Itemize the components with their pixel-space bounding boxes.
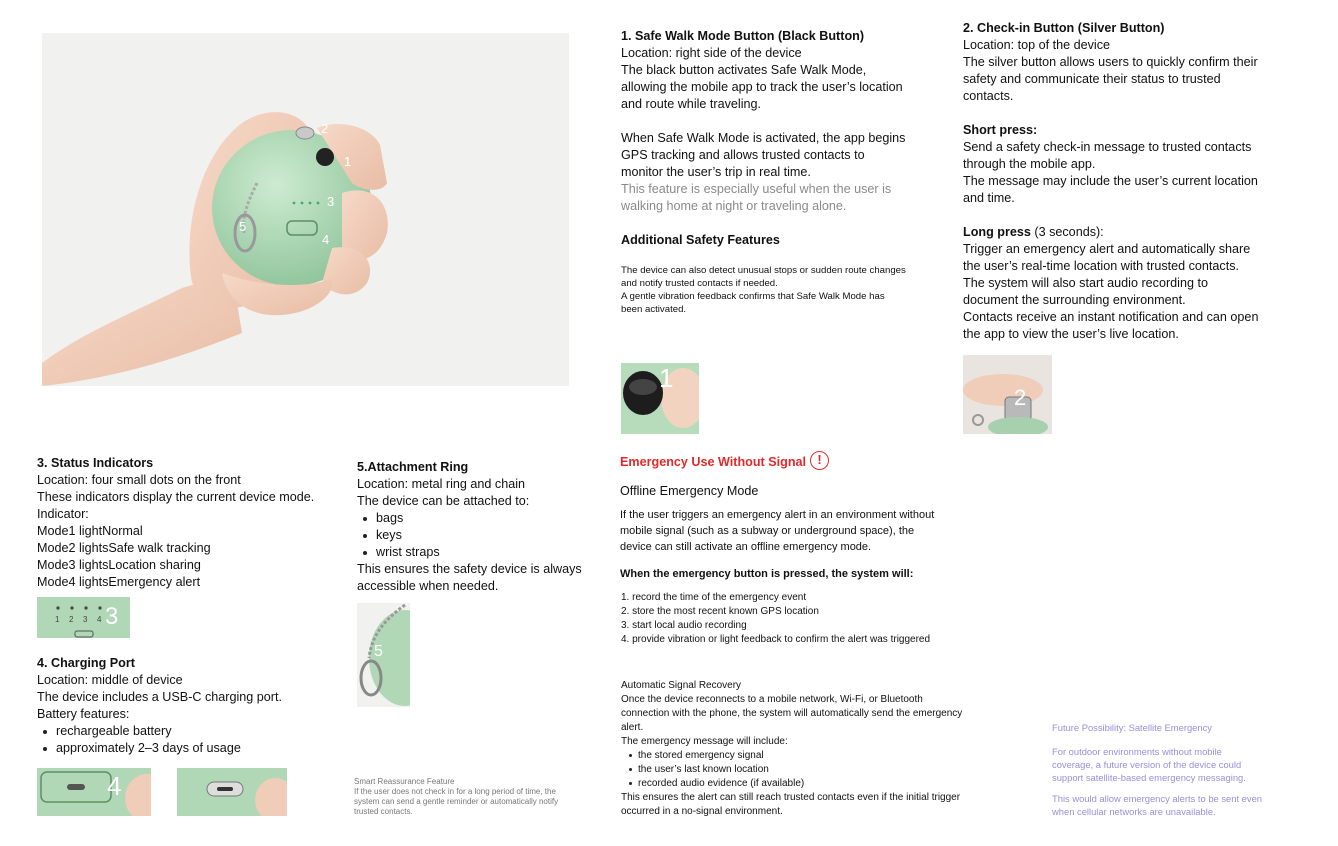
recovery-line: alert. xyxy=(621,722,644,733)
safe-walk-section xyxy=(621,28,905,215)
signal-recovery-section xyxy=(621,679,962,819)
safe-walk-gray-line: walking home at night or traveling alone. xyxy=(621,199,847,213)
status-line: Indicator: xyxy=(37,507,89,521)
list-item: wrist straps xyxy=(357,544,582,561)
additional-feature-line: been activated. xyxy=(621,304,687,315)
hero-label-4: 4 xyxy=(322,232,330,247)
status-section xyxy=(37,455,314,591)
usb-c-port-thumbnail xyxy=(177,768,287,816)
reassurance-line: system can send a gentle reminder or automatically notify xyxy=(354,797,559,806)
ring-line: This ensures the safety device is always xyxy=(357,562,582,576)
thumb-number-4: 4 xyxy=(107,771,122,801)
short-press-line: The message may include the user’s current location xyxy=(963,174,1258,188)
charging-title: 4. Charging Port xyxy=(37,656,135,670)
dot-label-2: 2 xyxy=(69,615,74,624)
ring-photo xyxy=(357,603,410,707)
safe-walk-line: The black button activates Safe Walk Mode, xyxy=(621,63,867,77)
reassurance-title: Smart Reassurance Feature xyxy=(354,777,455,786)
safe-walk-title: 1. Safe Walk Mode Button (Black Button) xyxy=(621,29,865,43)
list-item: 2. store the most recent known GPS location xyxy=(621,606,819,617)
status-dots-thumbnail xyxy=(37,597,130,638)
list-item: 3. start local audio recording xyxy=(621,620,747,631)
safe-walk-line: and route while traveling. xyxy=(621,97,762,111)
hero-label-1: 1 xyxy=(344,154,352,169)
list-item: 4. provide vibration or light feedback to confirm the alert was triggered xyxy=(621,634,931,645)
safe-walk-line: allowing the mobile app to track the user’s location xyxy=(621,80,903,94)
future-line: For outdoor environments without mobile xyxy=(1052,746,1222,757)
safe-walk-line: When Safe Walk Mode is activated, the app begins xyxy=(621,131,906,145)
offline-line: If the user triggers an emergency alert in an environment without xyxy=(620,509,935,521)
offline-line: mobile signal (such as a subway or underground space), the xyxy=(620,525,915,537)
additional-feature-line: A gentle vibration feedback confirms that Safe Walk Mode has xyxy=(621,291,885,302)
charging-port-photo xyxy=(37,768,151,816)
steps-title: When the emergency button is pressed, the system will: xyxy=(620,568,914,580)
long-press-line: document the surrounding environment. xyxy=(963,293,1186,307)
checkin-section xyxy=(963,20,1258,343)
ring-line: The device can be attached to: xyxy=(357,494,530,508)
safe-walk-line xyxy=(621,113,905,130)
hero-image xyxy=(42,33,569,386)
recovery-line: This ensures the alert can still reach trusted contacts even if the initial trigger xyxy=(621,792,961,803)
thumb-number-2: 2 xyxy=(1014,385,1027,410)
status-line: Location: four small dots on the front xyxy=(37,473,241,487)
thumb-number-5: 5 xyxy=(374,643,383,660)
additional-feature-line: The device can also detect unusual stops or sudden route changes xyxy=(621,265,906,276)
list-item: approximately 2–3 days of usage xyxy=(37,740,282,757)
list-item: bags xyxy=(357,510,582,527)
ring-title: 5.Attachment Ring xyxy=(357,460,469,474)
checkin-line: The silver button allows users to quickly confirm their xyxy=(963,55,1258,69)
safe-walk-gray-line: This feature is especially useful when the user is xyxy=(621,182,892,196)
offline-mode-text xyxy=(620,507,934,555)
status-line: Mode1 lightNormal xyxy=(37,524,143,538)
status-line: Mode4 lightsEmergency alert xyxy=(37,575,201,589)
message-contents-list xyxy=(621,749,962,791)
charging-port-thumbnail xyxy=(37,768,151,816)
dot-label-3: 3 xyxy=(83,615,88,624)
safe-walk-line: monitor the user’s trip in real time. xyxy=(621,165,811,179)
long-press-suffix: (3 seconds): xyxy=(1030,225,1104,239)
charging-line: Battery features: xyxy=(37,707,130,721)
dot-label-1: 1 xyxy=(55,615,60,624)
battery-features-list xyxy=(37,723,282,757)
future-line: coverage, a future version of the device could xyxy=(1052,759,1242,770)
list-item: recorded audio evidence (if available) xyxy=(621,777,962,791)
thumb-number-3: 3 xyxy=(105,603,119,630)
checkin-title: 2. Check-in Button (Silver Button) xyxy=(963,21,1165,35)
long-press-line: the user’s real-time location with trusted contacts. xyxy=(963,259,1240,273)
long-press-line: the app to view the user’s live location. xyxy=(963,327,1179,341)
recovery-line: occurred in a no-signal environment. xyxy=(621,806,783,817)
short-press-title: Short press: xyxy=(963,123,1038,137)
charging-line: The device includes a USB-C charging port. xyxy=(37,690,283,704)
future-section xyxy=(1052,721,1262,818)
silver-button-photo xyxy=(963,355,1052,434)
long-press-line: Trigger an emergency alert and automatically share xyxy=(963,242,1251,256)
attach-list xyxy=(357,510,582,561)
checkin-line: safety and communicate their status to trusted xyxy=(963,72,1221,86)
status-line: Mode2 lightsSafe walk tracking xyxy=(37,541,211,555)
list-item: 1. record the time of the emergency event xyxy=(621,592,807,603)
additional-features-text xyxy=(621,264,906,316)
future-line: This would allow emergency alerts to be sent even xyxy=(1052,793,1263,804)
ring-line: accessible when needed. xyxy=(357,579,499,593)
status-line: These indicators display the current device mode. xyxy=(37,490,315,504)
list-item: rechargeable battery xyxy=(37,723,282,740)
future-title: Future Possibility: Satellite Emergency xyxy=(1052,722,1212,733)
safe-walk-line: Location: right side of the device xyxy=(621,46,802,60)
hero-label-3: 3 xyxy=(327,194,335,209)
black-button-thumbnail xyxy=(621,363,699,434)
future-line: when cellular networks are unavailable. xyxy=(1052,806,1216,817)
offline-mode-title: Offline Emergency Mode xyxy=(620,484,759,498)
long-press-title: Long press xyxy=(963,225,1031,239)
list-item: keys xyxy=(357,527,582,544)
long-press-line: Contacts receive an instant notification and can open xyxy=(963,310,1259,324)
status-title: 3. Status Indicators xyxy=(37,456,154,470)
charging-section xyxy=(37,655,282,757)
offline-line: device can still activate an offline emergency mode. xyxy=(620,541,872,553)
list-item: the stored emergency signal xyxy=(621,749,962,763)
warning-icon-glyph: ! xyxy=(817,452,822,467)
reassurance-line: trusted contacts. xyxy=(354,807,413,816)
additional-features-title: Additional Safety Features xyxy=(621,233,780,247)
ring-thumbnail xyxy=(357,603,410,707)
safe-walk-line: GPS tracking and allows trusted contacts to xyxy=(621,148,865,162)
list-item: the user’s last known location xyxy=(621,763,962,777)
recovery-line: connection with the phone, the system will automatically send the emergency xyxy=(621,708,963,719)
future-line: support satellite-based emergency messaging. xyxy=(1052,772,1246,783)
hand-holding-device-illustration xyxy=(42,33,569,386)
short-press-line: Send a safety check-in message to trusted contacts xyxy=(963,140,1252,154)
ring-section xyxy=(357,459,582,595)
recovery-title: Automatic Signal Recovery xyxy=(621,680,742,691)
recovery-line: The emergency message will include: xyxy=(621,736,788,747)
status-line: Mode3 lightsLocation sharing xyxy=(37,558,201,572)
charging-line: Location: middle of device xyxy=(37,673,183,687)
thumb-number-1: 1 xyxy=(659,363,674,393)
long-press-line: The system will also start audio recording to xyxy=(963,276,1208,290)
additional-feature-line: and notify trusted contacts if needed. xyxy=(621,278,778,289)
checkin-line: Location: top of the device xyxy=(963,38,1111,52)
short-press-line: and time. xyxy=(963,191,1015,205)
emergency-title: Emergency Use Without Signal xyxy=(620,455,807,469)
checkin-line: contacts. xyxy=(963,89,1014,103)
reassurance-section xyxy=(354,777,558,817)
ring-line: Location: metal ring and chain xyxy=(357,477,526,491)
recovery-line: Once the device reconnects to a mobile network, Wi-Fi, or Bluetooth xyxy=(621,694,923,705)
short-press-line: through the mobile app. xyxy=(963,157,1096,171)
usb-c-port-photo xyxy=(177,768,287,816)
warning-icon xyxy=(810,451,829,470)
silver-button-thumbnail xyxy=(963,355,1052,434)
dot-label-4: 4 xyxy=(97,615,102,624)
hero-label-2: 2 xyxy=(321,121,329,136)
hero-label-5: 5 xyxy=(239,219,247,234)
steps-list xyxy=(621,591,930,647)
reassurance-line: If the user does not check in for a long period of time, the xyxy=(354,787,556,796)
